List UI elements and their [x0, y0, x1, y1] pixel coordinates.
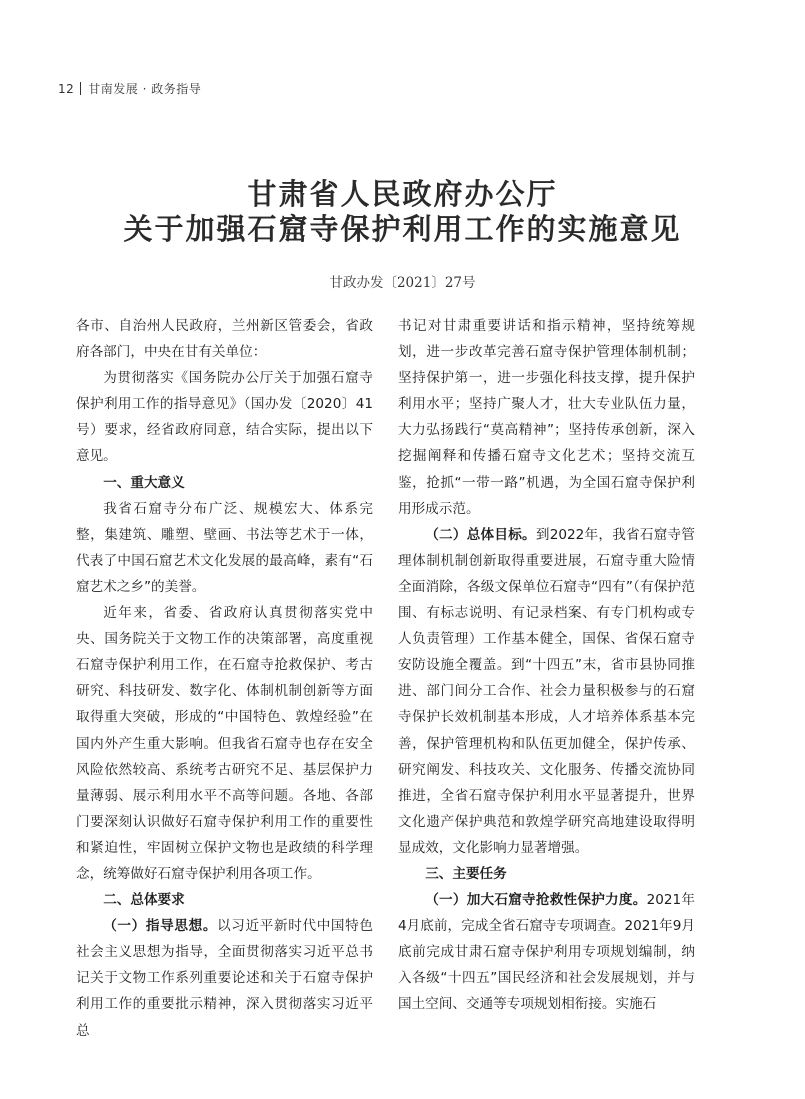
section-heading-requirements: 二、总体要求 — [103, 892, 185, 909]
section-heading-significance: 一、重大意义 — [103, 474, 185, 491]
body-paragraph: 我省石窟寺分布广泛、规模宏大、体系完整，集建筑、雕塑、壁画、书法等艺术于一体，代表了中国石窟艺术文化发展的最高峰，素有“石窟艺术之乡”的美誉。 — [76, 500, 373, 595]
section-heading-tasks: 三、主要任务 — [425, 865, 507, 882]
document-number: 甘政办发〔2021〕27号 — [329, 275, 476, 291]
right-column — [398, 313, 695, 1018]
left-column — [76, 313, 373, 1044]
task-paragraph — [398, 887, 695, 1017]
subsection-heading: （一）加大石窟寺抢救性保护力度。 — [425, 892, 647, 909]
title-line-1: 甘肃省人民政府办公厅 — [247, 177, 558, 211]
addressee-paragraph: 各市、自治州人民政府，兰州新区管委会，省政府各部门，中央在甘有关单位： — [76, 318, 373, 361]
paragraph-text: 以习近平新时代中国特色社会主义思想为指导，全面贯彻落实习近平总书记关于文物工作系列重要论述和关于石窟寺保护利用工作的重要批示精神，深入贯彻落实习近平总 — [76, 918, 373, 1039]
body-paragraph: 书记对甘肃重要讲话和指示精神，坚持统筹规划，进一步改革完善石窟寺保护管理体制机制；坚持保护第一，进一步强化科技支撑，提升保护利用水平；坚持广聚人才，壮大专业队伍力量，大力弘扬践行“莫高精神”；坚持传承创新，深入挖掘阐释和传播石窟寺文化艺术；坚持交流互鉴，抢抓“一带一路”机遇，为全国石窟寺保护利用形成示范。 — [398, 318, 695, 517]
section-name: 甘南发展 · 政务指导 — [88, 82, 202, 96]
paragraph-text: 到2022年，我省石窟寺管理体制机制创新取得重要进展，石窟寺重大险情全面消除，各级文保单位石窟寺“四有”（有保护范围、有标志说明、有记录档案、有专门机构或专人负责管理）工作基本健全，国保、省保石窟寺安防设施全覆盖。到“十四五”末，省市县协同推进、部门间分工合作、社会力量积极参与的石窟寺保护长效机制基本形成，人才培养体系基本完善，保护管理机构和队伍更加健全，保护传承、研究阐发、科技攻关、文化服务、传播交流协同推进，全省石窟寺保护利用水平显著提升，世界文化遗产保护典范和敦煌学研究高地建设取得明显成效，文化影响力显著增强。 — [398, 526, 695, 856]
guiding-thought-paragraph — [76, 913, 373, 1043]
overall-goal-paragraph — [398, 522, 695, 861]
intro-paragraph: 为贯彻落实《国务院办公厅关于加强石窟寺保护利用工作的指导意见》（国办发〔2020〕41号）要求，经省政府同意，结合实际，提出以下意见。 — [76, 370, 373, 465]
subsection-heading: （一）指导思想。 — [103, 918, 218, 935]
header-divider — [80, 82, 81, 95]
running-header — [58, 80, 201, 97]
subsection-heading: （二）总体目标。 — [425, 526, 536, 543]
body-paragraph: 近年来，省委、省政府认真贯彻落实党中央、国务院关于文物工作的决策部署，高度重视石窟寺保护利用工作，在石窟寺抢救保护、考古研究、科技研发、数字化、体制机制创新等方面取得重大突破，形成的“中国特色、敦煌经验”在国内外产生重大影响。但我省石窟寺也存在安全风险依然较高、系统考古研究不足、基层保护力量薄弱、展示利用水平不高等问题。各地、各部门要深刻认识做好石窟寺保护利用工作的重要性和紧迫性，牢固树立保护文物也是政绩的科学理念，统筹做好石窟寺保护利用各项工作。 — [76, 605, 373, 882]
paragraph-text: 2021年4月底前，完成全省石窟寺专项调查。2021年9月底前完成甘肃石窟寺保护利用专项规划编制，纳入各级“十四五”国民经济和社会发展规划，并与国土空间、交通等专项规划相衔接。实施石 — [398, 892, 695, 1013]
page-number: 12 — [58, 81, 75, 96]
title-line-2: 关于加强石窟寺保护利用工作的实施意见 — [123, 212, 682, 246]
